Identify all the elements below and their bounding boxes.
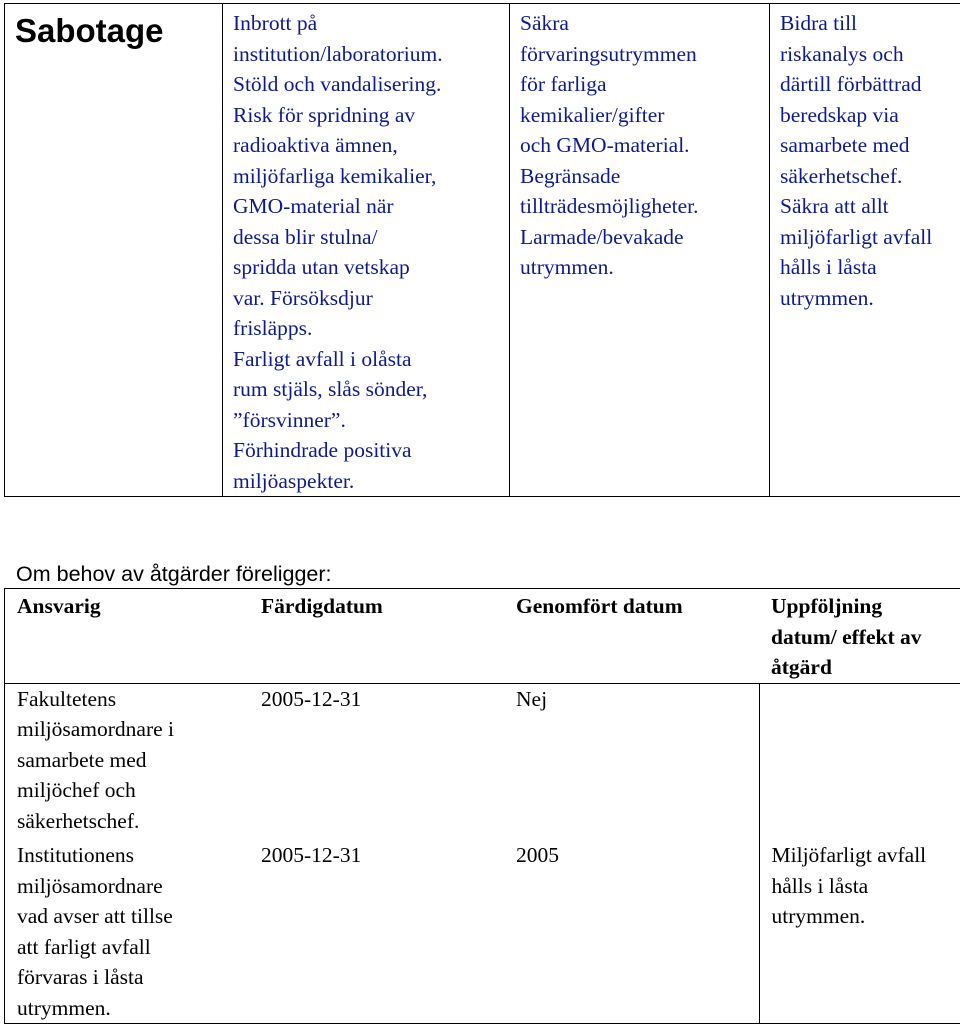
text-line: ”försvinner”. (233, 405, 503, 436)
row-completed-date: 2005 (504, 836, 759, 1024)
text-line: förvaringsutrymmen (520, 39, 763, 70)
text-line: förvaras i låsta (17, 962, 243, 993)
row-completed-date: Nej (504, 683, 759, 836)
text-line: Säkra (520, 8, 763, 39)
header-responsible: Ansvarig (5, 589, 250, 684)
text-line: vad avser att tillse (17, 901, 243, 932)
text-line: miljöfarligt avfall (780, 222, 960, 253)
text-line: utrymmen. (772, 901, 960, 932)
text-line: Larmade/bevakade (520, 222, 763, 253)
row-responsible (5, 836, 250, 1024)
risk-actions-cell (770, 4, 960, 497)
text-line: spridda utan vetskap (233, 252, 503, 283)
text-line: tillträdesmöjligheter. (520, 191, 763, 222)
text-line: miljöchef och (17, 775, 243, 806)
followup-table (4, 588, 960, 1024)
risk-actions (780, 8, 960, 313)
risk-heading: Sabotage (15, 8, 216, 50)
text-line: för farliga (520, 69, 763, 100)
text-line: kemikalier/gifter (520, 100, 763, 131)
risk-measures (520, 8, 763, 283)
text-line: Farligt avfall i olåsta (233, 344, 503, 375)
text-line: säkerhetschef. (17, 806, 243, 837)
text-line: miljöaspekter. (233, 466, 503, 497)
text-line: Förhindrade positiva (233, 435, 503, 466)
row-followup (759, 836, 960, 1024)
text-line: Stöld och vandalisering. (233, 69, 503, 100)
risk-description (233, 8, 503, 496)
text-line: Fakultetens (17, 684, 243, 715)
text-line: Säkra att allt (780, 191, 960, 222)
row-followup (759, 683, 960, 836)
text-line: säkerhetschef. (780, 161, 960, 192)
text-line: dessa blir stulna/ (233, 222, 503, 253)
row-due-date: 2005-12-31 (249, 836, 504, 1024)
table-row (5, 683, 960, 836)
text-line: var. Försöksdjur (233, 283, 503, 314)
text-line: Institutionens (17, 840, 243, 871)
text-line: och GMO-material. (520, 130, 763, 161)
header-due-date: Färdigdatum (249, 589, 504, 684)
risk-description-cell (223, 4, 510, 497)
text-line: beredskap via (780, 100, 960, 131)
text-line: Begränsade (520, 161, 763, 192)
text-line: utrymmen. (17, 993, 243, 1024)
risk-row (5, 4, 960, 497)
text-line: Miljöfarligt avfall (772, 840, 960, 871)
text-line: Uppföljning (771, 591, 960, 622)
text-line: hålls i låsta (780, 252, 960, 283)
text-line: GMO-material när (233, 191, 503, 222)
text-line: miljösamordnare (17, 871, 243, 902)
text-line: hålls i låsta (772, 871, 960, 902)
row-responsible (5, 683, 250, 836)
risk-table (4, 3, 960, 497)
text-line: Inbrott på (233, 8, 503, 39)
text-line: miljöfarliga kemikalier, (233, 161, 503, 192)
row-due-date: 2005-12-31 (249, 683, 504, 836)
risk-measures-cell (510, 4, 770, 497)
text-line: utrymmen. (520, 252, 763, 283)
followup-header-row (5, 589, 960, 684)
text-line: institution/laboratorium. (233, 39, 503, 70)
text-line: åtgärd (771, 652, 960, 683)
text-line: samarbete med (17, 745, 243, 776)
text-line: Risk för spridning av (233, 100, 503, 131)
text-line: därtill förbättrad (780, 69, 960, 100)
text-line: riskanalys och (780, 39, 960, 70)
followup-intro: Om behov av åtgärder föreligger: (16, 559, 332, 589)
text-line: frisläpps. (233, 313, 503, 344)
text-line: radioaktiva ämnen, (233, 130, 503, 161)
text-line: Bidra till (780, 8, 960, 39)
header-completed-date: Genomfört datum (504, 589, 759, 684)
text-line: rum stjäls, slås sönder, (233, 374, 503, 405)
text-line: samarbete med (780, 130, 960, 161)
text-line: att farligt avfall (17, 932, 243, 963)
text-line: datum/ effekt av (771, 622, 960, 653)
risk-heading-cell (5, 4, 223, 497)
text-line: miljösamordnare i (17, 714, 243, 745)
table-row (5, 836, 960, 1024)
text-line: utrymmen. (780, 283, 960, 314)
header-followup (759, 589, 960, 684)
